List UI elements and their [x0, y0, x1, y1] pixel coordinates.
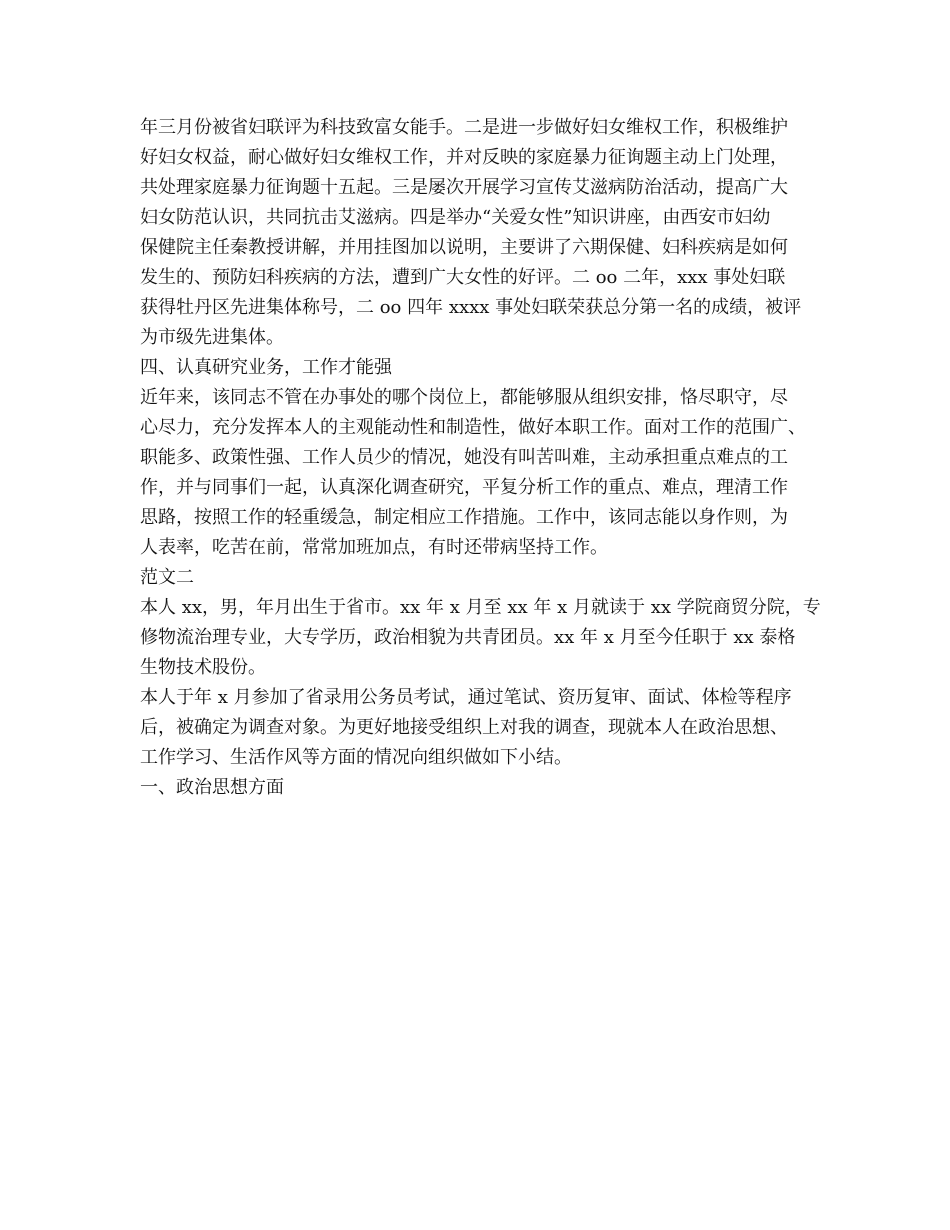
- text-line: 职能多、政策性强、工作人员少的情况，她没有叫苦叫难，主动承担重点难点的工: [140, 447, 788, 468]
- section-heading: 一、政治思想方面: [140, 777, 284, 798]
- text-line: 妇女防范认识，共同抗击艾滋病。四是举办“关爱女性”知识讲座，由西安市妇幼: [140, 207, 771, 228]
- text-line: 本人于年 x 月参加了省录用公务员考试，通过笔试、资历复审、面试、体检等程序: [140, 687, 792, 708]
- text-line: 心尽力，充分发挥本人的主观能动性和制造性，做好本职工作。面对工作的范围广、: [140, 417, 806, 438]
- document-body: [140, 113, 820, 803]
- text-line: 作，并与同事们一起，认真深化调查研究，平复分析工作的重点、难点，理清工作: [140, 477, 788, 498]
- text-line: 年三月份被省妇联评为科技致富女能手。二是进一步做好妇女维权工作，积极维护: [140, 117, 788, 138]
- text-line: 保健院主任秦教授讲解，并用挂图加以说明，主要讲了六期保健、妇科疾病是如何: [140, 237, 788, 258]
- section-heading: 范文二: [140, 567, 194, 588]
- text-line: 工作学习、生活作风等方面的情况向组织做如下小结。: [140, 747, 572, 768]
- text-line: 修物流治理专业，大专学历，政治相貌为共青团员。xx 年 x 月至今任职于 xx 泰格: [140, 627, 796, 648]
- text-line: 生物技术股份。: [140, 657, 266, 678]
- text-line: 后，被确定为调查对象。为更好地接受组织上对我的调查，现就本人在政治思想、: [140, 717, 788, 738]
- text-line: 本人 xx，男，年月出生于省市。xx 年 x 月至 xx 年 x 月就读于 xx 学院商贸分院，专: [140, 597, 821, 618]
- text-line: 思路，按照工作的轻重缓急，制定相应工作措施。工作中，该同志能以身作则，为: [140, 507, 788, 528]
- text-line: 近年来，该同志不管在办事处的哪个岗位上，都能够服从组织安排，恪尽职守，尽: [140, 387, 788, 408]
- text-line: 发生的、预防妇科疾病的方法，遭到广大女性的好评。二 oo 二年，xxx 事处妇联: [140, 267, 786, 288]
- text-line: 获得牡丹区先进集体称号，二 oo 四年 xxxx 事处妇联荣获总分第一名的成绩，被评: [140, 297, 802, 318]
- section-heading: 四、认真研究业务，工作才能强: [140, 357, 392, 378]
- text-line: 为市级先进集体。: [140, 327, 284, 348]
- text-line: 好妇女权益，耐心做好妇女维权工作，并对反映的家庭暴力征询题主动上门处理，: [140, 147, 788, 168]
- text-line: 人表率，吃苦在前，常常加班加点，有时还带病坚持工作。: [140, 537, 608, 558]
- text-line: 共处理家庭暴力征询题十五起。三是屡次开展学习宣传艾滋病防治活动，提高广大: [140, 177, 788, 198]
